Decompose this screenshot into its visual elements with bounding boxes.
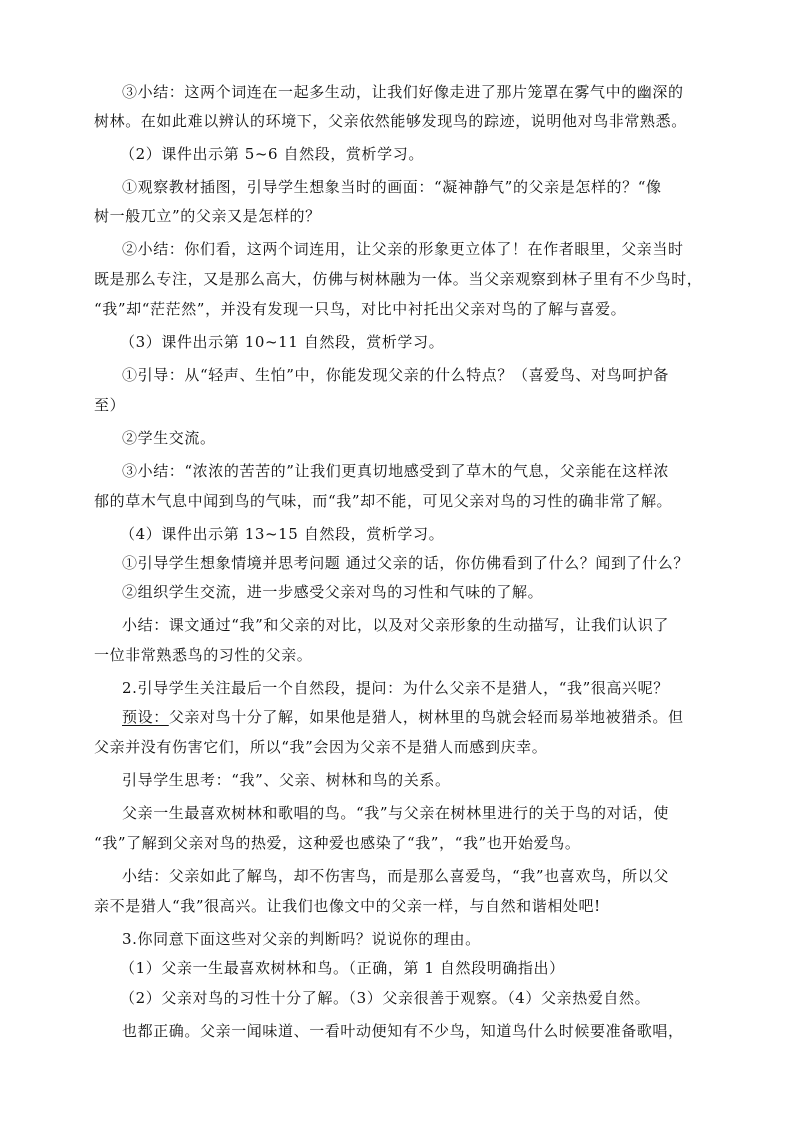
text-line: 也都正确。父亲一闻味道、一看叶动便知有不少鸟，知道鸟什么时候要准备歌唱， bbox=[122, 1022, 684, 1040]
text-line: “我”却“茫茫然”，并没有发现一只鸟，对比中衬托出父亲对鸟的了解与喜爱。 bbox=[94, 300, 627, 318]
text-line: 树林。在如此难以辨认的环境下，父亲依然能够发现鸟的踪迹，说明他对鸟非常熟悉。 bbox=[94, 112, 687, 130]
text-line: 父亲并没有伤害它们，所以“我”会因为父亲不是猎人而感到庆幸。 bbox=[94, 738, 548, 756]
text-line: 亲不是猎人“我”很高兴。让我们也像文中的父亲一样，与自然和谐相处吧! bbox=[94, 897, 601, 915]
text-line: 树一般兀立”的父亲又是怎样的？ bbox=[94, 207, 321, 225]
text-line: ②学生交流。 bbox=[122, 429, 216, 447]
text-line: “我”了解到父亲对鸟的热爱，这种爱也感染了“我”，“我”也开始爱鸟。 bbox=[94, 834, 581, 852]
text-line: （2）课件出示第 5~6 自然段，赏析学习。 bbox=[120, 145, 424, 163]
text-line: ③小结：这两个词连在一起多生动，让我们好像走进了那片笼罩在雾气中的幽深的 bbox=[122, 83, 684, 101]
text-line: 至） bbox=[94, 396, 126, 414]
text-line: ③小结：“浓浓的苦苦的”让我们更真切地感受到了草木的气息，父亲能在这样浓 bbox=[122, 462, 669, 480]
text-line-content: 父亲对鸟十分了解，如果他是猎人，树林里的鸟就会轻而易举地被猎杀。但 bbox=[168, 708, 684, 726]
text-line: ①引导学生想象情境并思考问题 通过父亲的话，你仿佛看到了什么？闻到了什么？ bbox=[122, 554, 689, 572]
text-line: ②小结：你们看，这两个词连用，让父亲的形象更立体了！在作者眼里，父亲当时 bbox=[122, 240, 684, 258]
text-line: （3）课件出示第 10~11 自然段，赏析学习。 bbox=[120, 333, 445, 351]
text-line: 郁的草木气息中闻到鸟的气味，而“我”却不能，可见父亲对鸟的习性的确非常了解。 bbox=[94, 492, 673, 510]
text-line: 2.引导学生关注最后一个自然段，提问：为什么父亲不是猎人，“我”很高兴呢？ bbox=[122, 679, 669, 697]
text-line: （1）父亲一生最喜欢树林和鸟。（正确，第 1 自然段明确指出） bbox=[120, 959, 565, 977]
text-line: 3.你同意下面这些对父亲的判断吗？说说你的理由。 bbox=[122, 930, 481, 948]
preset-label: 预设： bbox=[122, 708, 169, 726]
text-line: （4）课件出示第 13~15 自然段，赏析学习。 bbox=[120, 525, 445, 543]
text-line: （2）父亲对鸟的习性十分了解。（3）父亲很善于观察。（4）父亲热爱自然。 bbox=[120, 989, 651, 1007]
text-line: ①引导：从“轻声、生怕”中，你能发现父亲的什么特点？（喜爱鸟、对鸟呵护备 bbox=[122, 366, 669, 384]
text-line: 小结：课文通过“我”和父亲的对比，以及对父亲形象的生动描写，让我们认识了 bbox=[122, 616, 669, 634]
text-line: ①观察教材插图，引导学生想象当时的画面：“凝神静气”的父亲是怎样的？“像 bbox=[122, 178, 662, 196]
text-line: 既是那么专注，又是那么高大，仿佛与树林融为一体。当父亲观察到林子里有不少鸟时， bbox=[94, 270, 703, 288]
text-line: 小结：父亲如此了解鸟，却不伤害鸟，而是那么喜爱鸟，“我”也喜欢鸟，所以父 bbox=[122, 867, 669, 885]
text-line: 一位非常熟悉鸟的习性的父亲。 bbox=[94, 646, 313, 664]
text-line: ②组织学生交流，进一步感受父亲对鸟的习性和气味的了解。 bbox=[122, 583, 544, 601]
text-line bbox=[122, 706, 684, 728]
text-line: 引导学生思考：“我”、父亲、树林和鸟的关系。 bbox=[122, 771, 451, 789]
text-line: 父亲一生最喜欢树林和歌唱的鸟。“我”与父亲在树林里进行的关于鸟的对话，使 bbox=[122, 804, 669, 822]
